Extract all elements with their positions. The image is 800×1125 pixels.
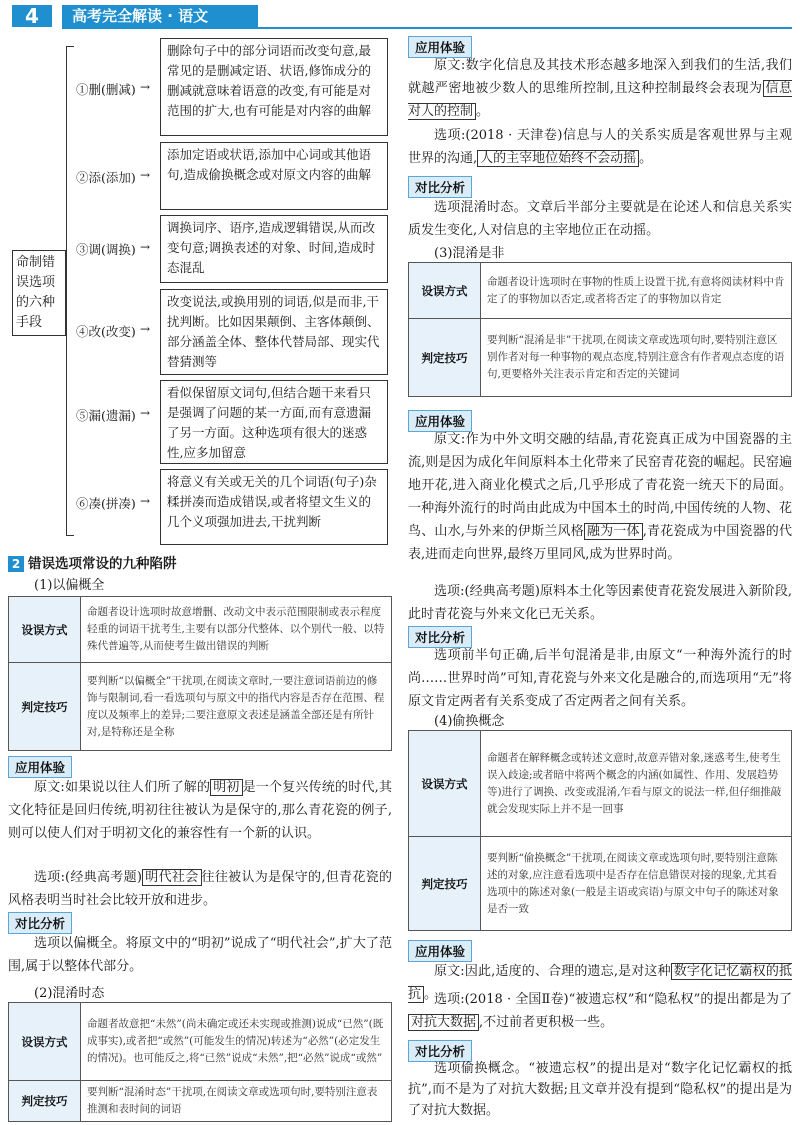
method-box: 删除句子中的部分词语而改变句意,最常见的是删减定语、状语,修饰成分的删减就意味着语意的改变,有可能是对范围的扩大,也有可能是对内容的曲解 (160, 38, 388, 136)
diagram-bracket (66, 46, 74, 536)
page-number: 4 (12, 5, 52, 27)
trap-table: 设误方式 命题者在解释概念或转述文意时,故意弄错对象,迷惑考生,使考生误入歧途;或者暗中将两个概念的内涵(如属性、作用、发展趋势等)进行了调换、改变或混淆,乍看与原文的说法一样,但仔细推敲就会发现实际上并不是一回事 判定技巧 要判断“偷换概念”干扰项,在阅读文章或选项句时,要特别注意陈述的对象,应注意看选项中是否存在信息错误对接的现象,尤其看选项中的陈述对象(一般是主语或宾语)与原文中句子的陈述对象是否一致 (408, 730, 792, 931)
original-text: 原文:数字化信息及其技术形态越多地深入到我们的生活,我们就越严密地被少数人的思维所控制,且这种控制最终会表现为 信息对人的控制 。 (408, 58, 792, 119)
option-text: 选项:(2018 · 全国Ⅱ卷)“被遗忘权”和“隐私权”的提出都是为了对抗大数据 ,不过前者更积极一些。 (408, 988, 792, 1034)
arrow-icon: → (140, 494, 151, 508)
trap-table: 设误方式 命题者故意把“未然”(尚未确定或还未实现或推测)说成“已然”(既成事实),或者把“或然”(可能发生的情况)转述为“必然”(必定发生的情况)。也可能反之,将“已然”说成“未然”,把“必然”说成“或然” 判定技巧 要判断“混淆时态”干扰项,在阅读文章或选项句时,要特别注意表推测和表时间的词语 (8, 1002, 392, 1122)
option-text: 选项:(2018 · 天津卷)信息与人的关系实质是客观世界与主观世界的沟通, 人的主宰地位始终不会动摇 。 (408, 128, 792, 166)
analysis-tag: 对比分析 (8, 912, 72, 934)
trap-title: (2)混淆时态 (34, 986, 105, 1001)
analysis-text: 选项偷换概念。“被遗忘权”的提出是对“数字化记忆霸权的抵抗”,而不是为了对抗大数据;且文章并没有提到“隐私权”的提出是为了对抗大数据。 (408, 1061, 792, 1118)
section-number: 2 (8, 556, 24, 572)
method-box: 看似保留原文词句,但结合题干来看只是强调了问题的某一方面,而有意遗漏了另一方面。这种选项有很大的迷惑性,应多加留意 (160, 380, 388, 464)
practice-tag: 应用体验 (408, 36, 472, 58)
practice-tag: 应用体验 (408, 940, 472, 962)
trap-table: 设误方式 命题者设计选项时故意增删、改动文中表示范围限制或表示程度轻重的词语干扰考生,主要有以部分代整体、以个别代一般、以特殊代普遍等,从而使考生做出错误的判断 判定技巧 要判断“以偏概全”干扰项,在阅读文章时,一要注意词语前边的修饰与限制词,看一看选项句与原文中的指代内容是否存在范围、程度以及频率上的差异;二要注意原文表述是涵盖全部还是有所针对,是特称还是全称 (8, 596, 392, 751)
method-box: 将意义有关或无关的几个词语(句子)杂糅拼凑而造成错误,或者将望文生义的几个义项强加进去,干扰判断 (160, 469, 388, 545)
book-title: 高考完全解读 · 语文 (62, 5, 258, 27)
header-rule (62, 27, 792, 29)
original-text: 原文:因此,适度的、合理的遗忘,是对这种 数字化记忆霸权的抵抗 。 (408, 964, 792, 1002)
analysis-tag: 对比分析 (408, 1040, 472, 1062)
arrow-icon: → (140, 168, 151, 182)
option-text: 选项:(经典高考题) 明代社会 往往被认为是保守的,但青花瓷的风格表明当时社会比较开放和进步。 (8, 870, 392, 908)
analysis-text: 选项以偏概全。将原文中的“明初”说成了“明代社会”,扩大了范围,属于以整体代部分。 (8, 936, 392, 974)
six-methods-diagram: 命制错误选项的六种手段 ①删(删减) → 删除句子中的部分词语而改变句意,最常见的是删减定语、状语,修饰成分的删减就意味着语意的改变,有可能是对范围的扩大,也有可能是对内容的曲解 ②添(添加) → 添加定语或状语,添加中心词或其他语句,造成偷换概念或对原文内容的曲解 ③调(调换) → 调换词序、语序,造成逻辑错误,从而改变句意;调换表述的对象、时间,造成时态混乱 ④改(改变) → 改变说法,或换用别的词语,似是而非,干扰判断。比如因果颠倒、主客体颠倒、部分涵盖全体、整体代替局部、现实代替猜测等 ⑤漏(遗漏) → 看似保留原文词句,但结合题干来看只是强调了问题的某一方面,而有意遗漏了另一方面。这种选项有很大的迷惑性,应多加留意 ⑥凑(拼凑) → 将意义有关或无关的几个词语(句子)杂糅拼凑而造成错误,或者将望文生义的几个义项强加进去,干扰判断 (8, 38, 392, 546)
trap-table: 设误方式 命题者设计选项时在事物的性质上设置干扰,有意将阅读材料中肯定了的事物加以否定,或者将否定了的事物加以肯定 判定技巧 要判断“混淆是非”干扰项,在阅读文章或选项句时,要特别注意区别作者对每一种事物的观点态度,特别注意含有作者观点态度的语句,更要格外关注表示肯定和否定的关键词 (408, 262, 792, 397)
original-text: 原文:作为中外文明交融的结晶,青花瓷真正成为中国瓷器的主流,则是因为成化年间原料本土化带来了民窑青花瓷的崛起。民窑遍地开花,进入商业化模式之后,几乎形成了青花瓷一统天下的局面。一种海外流行的时尚由此成为中国本土的时尚,中国传统的人物、花鸟、山水,与外来的伊斯兰风格 融为一体 ,青花瓷成为中国瓷器的代表,进而走向世界,最终万里同风,成为世界时尚。 (408, 432, 792, 562)
page-header (0, 0, 800, 30)
section-heading: 2 错误选项常设的九种陷阱 (8, 552, 177, 572)
arrow-icon: → (140, 322, 151, 336)
method-box: 改变说法,或换用别的词语,似是而非,干扰判断。比如因果颠倒、主客体颠倒、部分涵盖全体、整体代替局部、现实代替猜测等 (160, 289, 388, 375)
analysis-tag: 对比分析 (408, 176, 472, 198)
arrow-icon: → (140, 240, 151, 254)
method-box: 调换词序、语序,造成逻辑错误,从而改变句意;调换表述的对象、时间,造成时态混乱 (160, 215, 388, 283)
method-box: 添加定语或状语,添加中心词或其他语句,造成偷换概念或对原文内容的曲解 (160, 142, 388, 210)
trap-title: (3)混淆是非 (434, 246, 505, 261)
arrow-icon: → (140, 406, 151, 420)
analysis-text: 选项前半句正确,后半句混淆是非,由原文“一种海外流行的时尚……世界时尚”可知,青花瓷与外来文化是融合的,而选项用“无”将原文肯定两者有关系变成了否定两者之间有关系。 (408, 648, 792, 709)
analysis-tag: 对比分析 (408, 626, 472, 648)
trap-title: (4)偷换概念 (434, 714, 505, 729)
option-text: 选项:(经典高考题)原料本土化等因素使青花瓷发展进入新阶段,此时青花瓷与外来文化已无关系。 (408, 584, 792, 622)
practice-tag: 应用体验 (8, 756, 72, 778)
original-text: 原文:如果说以往人们所了解的 明初 是一个复兴传统的时代,其文化特征是回归传统,明初往往被认为是保守的,那么青花瓷的例子,则可以使人们对于明初文化的兼容性有一个新的认识。 (8, 780, 392, 841)
diagram-root: 命制错误选项的六种手段 (12, 250, 66, 336)
trap-title: (1)以偏概全 (34, 578, 105, 593)
practice-tag: 应用体验 (408, 410, 472, 432)
analysis-text: 选项混淆时态。文章后半部分主要就是在论述人和信息关系实质发生变化,人对信息的主宰地位正在动摇。 (408, 200, 792, 238)
arrow-icon: → (140, 80, 151, 94)
